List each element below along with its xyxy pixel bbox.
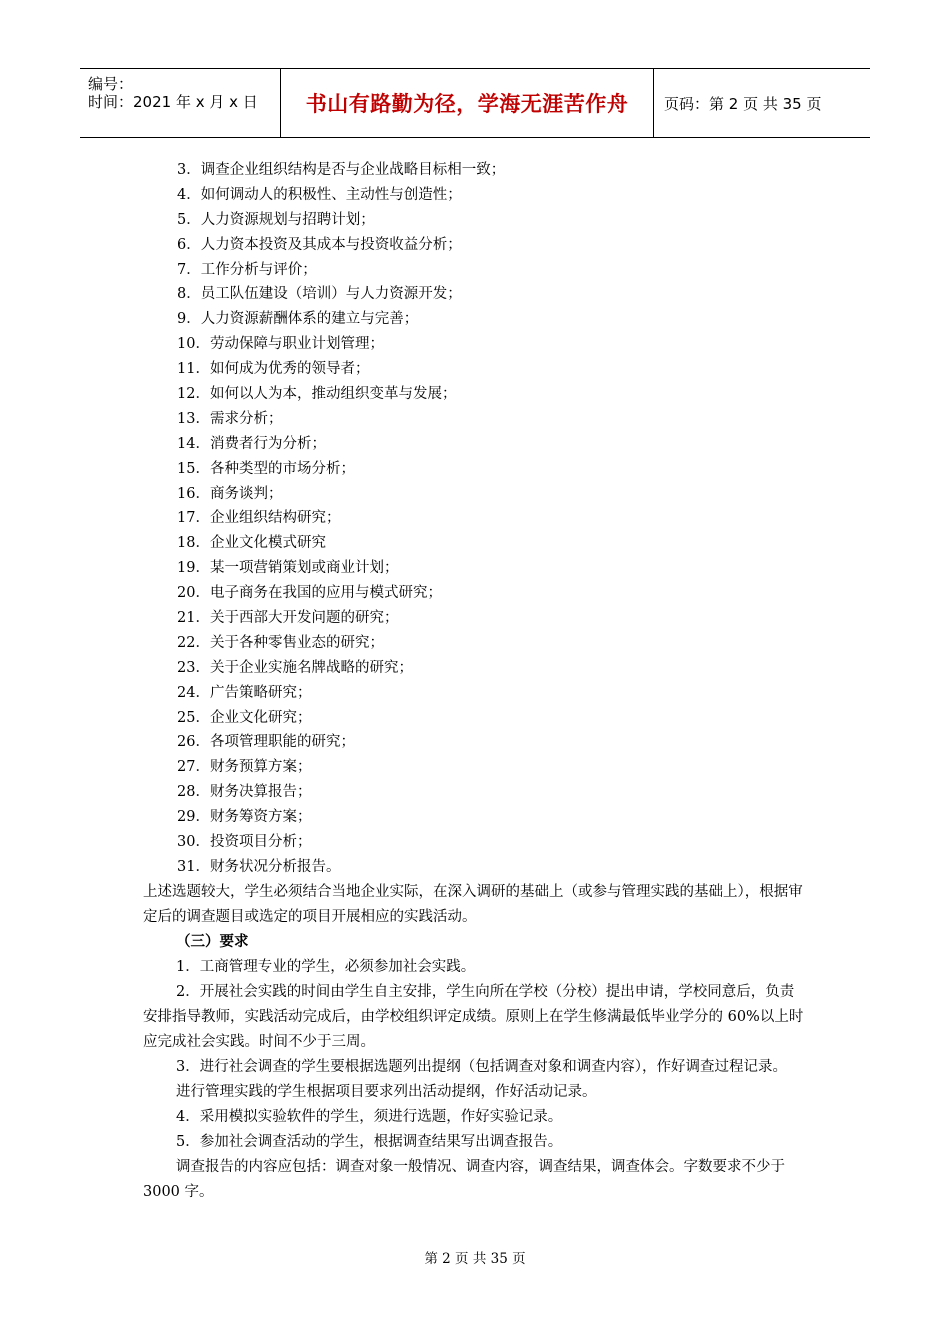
list-item: 14．消费者行为分析； — [177, 435, 326, 452]
list-item: 26．各项管理职能的研究； — [177, 734, 355, 751]
list-item: 8．员工队伍建设（培训）与人力资源开发； — [177, 286, 462, 303]
topic-list — [177, 158, 505, 880]
list-item: 15．各种类型的市场分析； — [177, 460, 355, 477]
page-header — [80, 68, 870, 138]
list-item: 31．财务状况分析报告。 — [177, 858, 341, 875]
serial-label: 编号： — [88, 75, 134, 93]
date-label: 时间：2021 年 x 月 x 日 — [88, 93, 258, 111]
requirement-2: 2．开展社会实践的时间由学生自主安排，学生向所在学校（分校）提出申请，学校同意后，负责安排指导教师，实践活动完成后，由学校组织评定成绩。原则上在学生修满最低毕业学分的 60%以上时应完成社会实践。时间不少于三周。 — [143, 984, 804, 1050]
section-heading: （三）要求 — [176, 934, 249, 950]
list-item: 7．工作分析与评价； — [177, 261, 317, 278]
list-item: 29．财务筹资方案； — [177, 809, 312, 826]
header-page-cell — [654, 69, 870, 137]
summary-paragraph: 上述选题较大，学生必须结合当地企业实际，在深入调研的基础上（或参与管理实践的基础上），根据审定后的调查题目或选定的项目开展相应的实践活动。 — [143, 884, 803, 925]
report-paragraph: 调查报告的内容应包括：调查对象一般情况、调查内容，调查结果，调查体会。字数要求不少于 3000 字。 — [143, 1159, 785, 1200]
list-item: 6．人力资本投资及其成本与投资收益分析； — [177, 236, 462, 253]
list-item: 19．某一项营销策划或商业计划； — [177, 560, 399, 577]
list-item: 30．投资项目分析； — [177, 834, 312, 851]
header-motto-cell — [281, 69, 654, 137]
list-item: 24．广告策略研究； — [177, 684, 312, 701]
requirement-4: 4．采用模拟实验软件的学生，须进行选题，作好实验记录。 — [176, 1109, 563, 1125]
body-text — [143, 880, 808, 1205]
list-item: 23．关于企业实施名牌战略的研究； — [177, 659, 413, 676]
list-item: 21．关于西部大开发问题的研究； — [177, 610, 399, 627]
list-item: 16．商务谈判； — [177, 485, 283, 502]
motto: 书山有路勤为径，学海无涯苦作舟 — [305, 92, 629, 116]
list-item: 28．财务决算报告； — [177, 784, 312, 801]
list-item: 13．需求分析； — [177, 410, 283, 427]
list-item: 9．人力资源薪酬体系的建立与完善； — [177, 311, 419, 328]
list-item: 27．财务预算方案； — [177, 759, 312, 776]
list-item: 17．企业组织结构研究； — [177, 510, 341, 527]
list-item: 10．劳动保障与职业计划管理； — [177, 336, 384, 353]
list-item: 3．调查企业组织结构是否与企业战略目标相一致； — [177, 162, 506, 178]
list-item: 4．如何调动人的积极性、主动性与创造性； — [177, 186, 462, 203]
page-footer: 第 2 页 共 35 页 — [424, 1251, 526, 1267]
list-item: 20．电子商务在我国的应用与模式研究； — [177, 585, 442, 602]
list-item: 11．如何成为优秀的领导者； — [177, 361, 370, 378]
list-item: 12．如何以人为本，推动组织变革与发展； — [177, 386, 457, 403]
requirement-3b: 进行管理实践的学生根据项目要求列出活动提纲，作好活动记录。 — [176, 1084, 597, 1100]
list-item: 22．关于各种零售业态的研究； — [177, 634, 384, 651]
list-item: 25．企业文化研究； — [177, 709, 312, 726]
header-info-cell — [80, 69, 281, 137]
requirement-1: 1．工商管理专业的学生，必须参加社会实践。 — [176, 959, 476, 975]
list-item: 5．人力资源规划与招聘计划； — [177, 211, 375, 228]
page-label: 页码：第 2 页 共 35 页 — [664, 94, 822, 113]
requirement-3: 3．进行社会调查的学生要根据选题列出提纲（包括调查对象和调查内容），作好调查过程记录。 — [176, 1059, 787, 1075]
list-item: 18．企业文化模式研究 — [177, 535, 326, 552]
requirement-5: 5．参加社会调查活动的学生，根据调查结果写出调查报告。 — [176, 1134, 563, 1150]
